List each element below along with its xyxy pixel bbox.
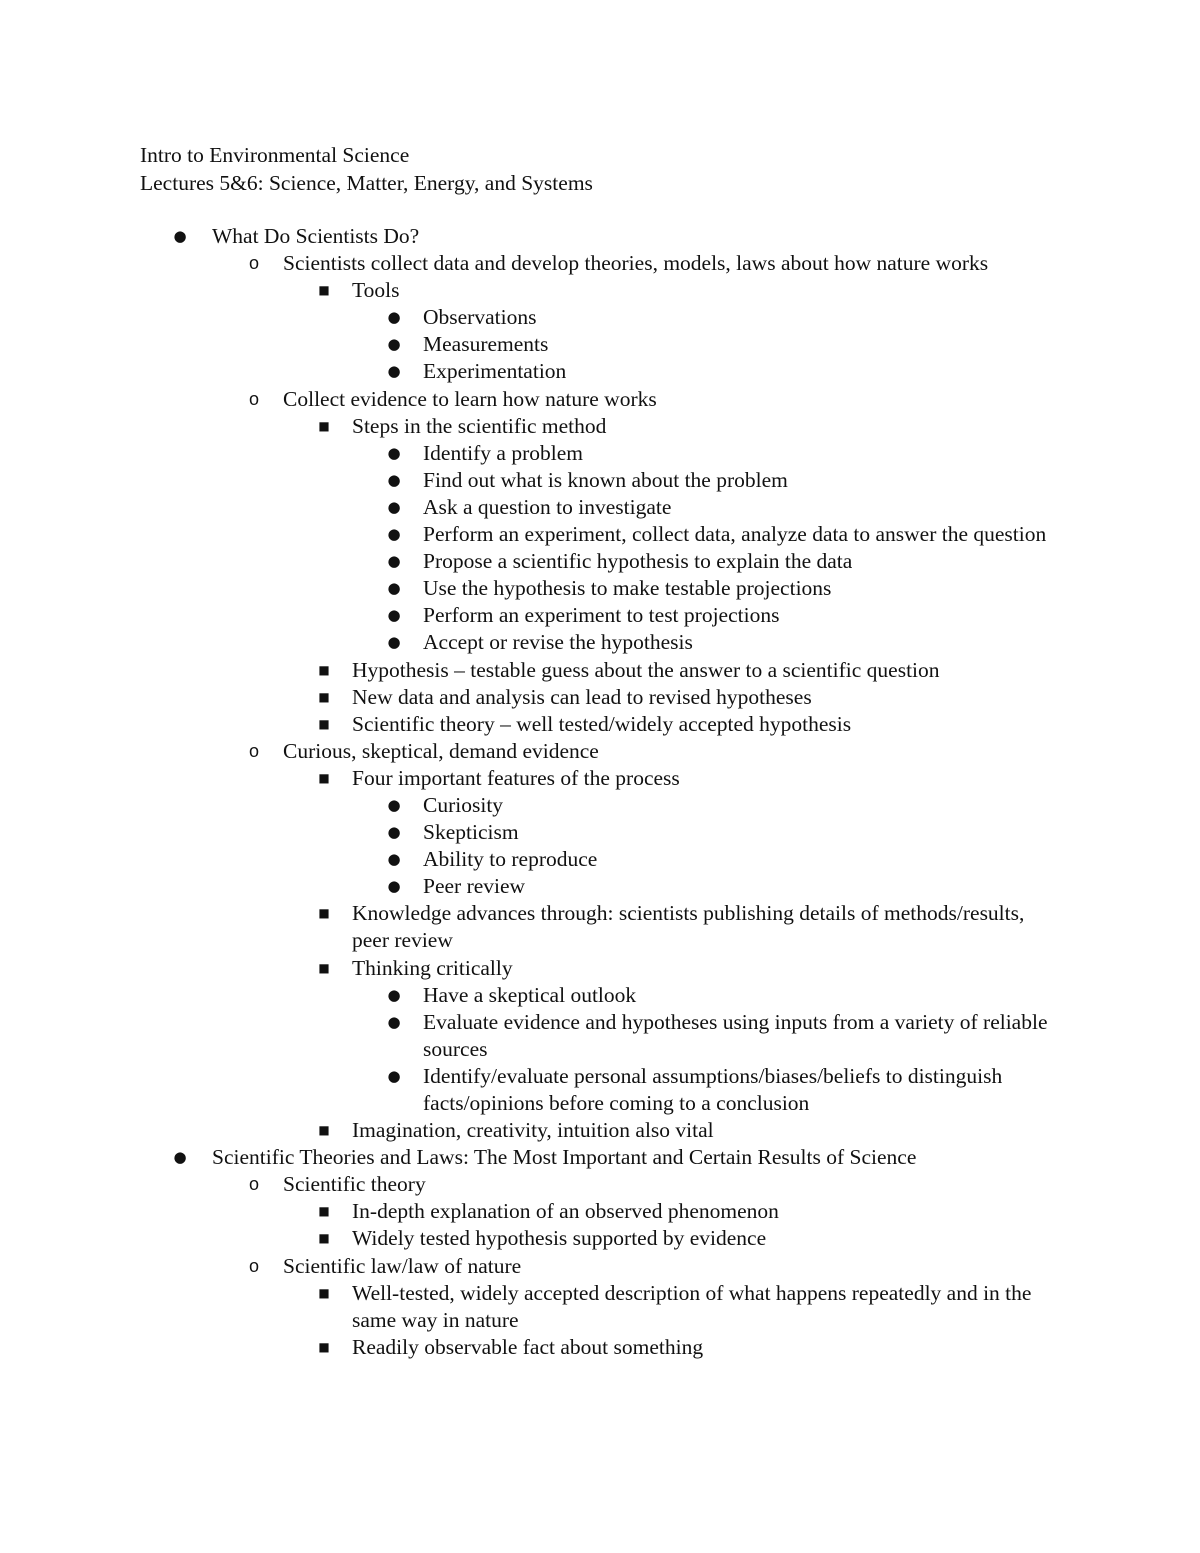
- bullet-marker: ■: [318, 1204, 330, 1219]
- bullet-marker: ●: [387, 525, 401, 544]
- outline-item-level-4: [0, 873, 1200, 900]
- outline-item-text: Use the hypothesis to make testable projections: [423, 576, 832, 601]
- outline-item-text: Widely tested hypothesis supported by evidence: [352, 1226, 767, 1251]
- bullet-marker: o: [248, 388, 259, 409]
- outline-item-level-4: [0, 575, 1200, 602]
- outline-item-text: Scientific law/law of nature: [283, 1253, 522, 1278]
- outline-item-text: Measurements: [423, 332, 549, 357]
- bullet-marker: ●: [387, 795, 401, 814]
- outline-item-text: Readily observable fact about something: [352, 1334, 704, 1359]
- bullet-marker: ●: [387, 1012, 401, 1031]
- outline-item-level-4: [0, 819, 1200, 846]
- bullet-marker: ●: [387, 497, 401, 516]
- outline-item-level-4: [0, 521, 1200, 548]
- outline-item-level-4: [0, 1009, 1200, 1063]
- outline-item-level-4: [0, 792, 1200, 819]
- outline-item-level-3: [0, 711, 1200, 738]
- outline-item-text: Identify a problem: [423, 440, 584, 465]
- bullet-marker: o: [248, 740, 259, 761]
- outline-item-text: Well-tested, widely accepted description of what happens repeatedly and in the same way in nature: [352, 1280, 1032, 1332]
- outline-item-level-3: [0, 1198, 1200, 1225]
- outline-item-text: What Do Scientists Do?: [212, 224, 420, 248]
- bullet-marker: ●: [387, 985, 401, 1004]
- outline-item-text: Scientific Theories and Laws: The Most Important and Certain Results of Science: [212, 1145, 917, 1170]
- outline-item-text: Have a skeptical outlook: [423, 982, 637, 1007]
- outline-item-level-3: [0, 1225, 1200, 1252]
- outline-item-text: Propose a scientific hypothesis to explain the data: [423, 549, 853, 574]
- bullet-marker: ■: [318, 1339, 330, 1354]
- document-header: [140, 142, 593, 197]
- outline-item-text: Scientific theory: [283, 1172, 426, 1197]
- outline-item-text: Scientific theory – well tested/widely accepted hypothesis: [352, 711, 852, 736]
- outline-item-level-3: [0, 1280, 1200, 1334]
- bullet-marker: o: [248, 1255, 259, 1276]
- bullet-marker: ■: [318, 283, 330, 298]
- bullet-marker: ●: [387, 552, 401, 571]
- outline-item-level-4: [0, 494, 1200, 521]
- outline-item-text: Tools: [352, 278, 400, 303]
- bullet-marker: ●: [387, 470, 401, 489]
- bullet-marker: ■: [318, 689, 330, 704]
- document-title: Intro to Environmental Science: [140, 143, 410, 167]
- outline-item-text: Ask a question to investigate: [423, 494, 672, 519]
- outline-item-level-4: [0, 467, 1200, 494]
- bullet-marker: ■: [318, 1285, 330, 1300]
- bullet-marker: ●: [387, 633, 401, 652]
- outline-item-text: Four important features of the process: [352, 765, 680, 790]
- outline-item-text: Identify/evaluate personal assumptions/biases/beliefs to distinguish facts/opinions before coming to a conclusion: [423, 1063, 1003, 1115]
- outline-item-level-4: [0, 602, 1200, 629]
- bullet-marker: ●: [173, 1148, 187, 1167]
- bullet-marker: ●: [173, 227, 187, 245]
- outline-item-text: Perform an experiment to test projections: [423, 603, 780, 628]
- outline-item-level-2: [0, 1253, 1200, 1280]
- bullet-marker: ■: [318, 662, 330, 677]
- outline-item-level-3: [0, 413, 1200, 440]
- outline-item-level-4: [0, 304, 1200, 331]
- bullet-marker: o: [248, 1174, 259, 1195]
- outline-item-level-3: [0, 900, 1200, 954]
- bullet-marker: ■: [318, 1123, 330, 1138]
- bullet-marker: ●: [387, 443, 401, 462]
- bullet-marker: ■: [318, 418, 330, 433]
- outline-item-level-3: [0, 1334, 1200, 1361]
- outline-item-text: Accept or revise the hypothesis: [423, 630, 693, 655]
- outline-item-level-2: [0, 1171, 1200, 1198]
- outline-item-text: New data and analysis can lead to revised hypotheses: [352, 684, 812, 709]
- outline-item-text: Hypothesis – testable guess about the answer to a scientific question: [352, 657, 940, 682]
- outline-item-text: Ability to reproduce: [423, 847, 598, 872]
- outline-item-text: Skepticism: [423, 820, 519, 845]
- notes-outline: [0, 223, 1200, 1361]
- outline-item-level-1: [0, 223, 1200, 250]
- outline-item-text: Evaluate evidence and hypotheses using inputs from a variety of reliable sources: [423, 1009, 1048, 1061]
- outline-item-level-2: [0, 738, 1200, 765]
- bullet-marker: ■: [318, 906, 330, 921]
- bullet-marker: o: [248, 253, 259, 274]
- outline-item-text: Experimentation: [423, 359, 567, 384]
- outline-item-text: Peer review: [423, 874, 526, 899]
- bullet-marker: ■: [318, 1231, 330, 1246]
- outline-item-text: Collect evidence to learn how nature works: [283, 386, 657, 411]
- bullet-marker: ●: [387, 877, 401, 896]
- outline-item-text: Curiosity: [423, 792, 504, 817]
- bullet-marker: ●: [387, 579, 401, 598]
- outline-item-level-4: [0, 331, 1200, 358]
- outline-item-text: Steps in the scientific method: [352, 413, 607, 438]
- outline-item-level-2: [0, 250, 1200, 277]
- bullet-marker: ●: [387, 850, 401, 869]
- outline-item-level-3: [0, 955, 1200, 982]
- bullet-marker: ■: [318, 960, 330, 975]
- bullet-marker: ●: [387, 823, 401, 842]
- outline-item-text: Curious, skeptical, demand evidence: [283, 738, 599, 763]
- bullet-marker: ●: [387, 1066, 401, 1085]
- bullet-marker: ●: [387, 335, 401, 354]
- outline-item-level-4: [0, 982, 1200, 1009]
- outline-item-level-3: [0, 684, 1200, 711]
- outline-item-level-4: [0, 440, 1200, 467]
- outline-item-text: Thinking critically: [352, 955, 513, 980]
- outline-item-level-4: [0, 358, 1200, 385]
- outline-item-text: Perform an experiment, collect data, analyze data to answer the question: [423, 522, 1047, 547]
- outline-item-level-4: [0, 629, 1200, 656]
- outline-item-level-3: [0, 1117, 1200, 1144]
- outline-item-level-3: [0, 657, 1200, 684]
- bullet-marker: ●: [387, 362, 401, 381]
- outline-item-text: Scientists collect data and develop theories, models, laws about how nature works: [283, 251, 989, 276]
- outline-item-level-4: [0, 548, 1200, 575]
- bullet-marker: ●: [387, 606, 401, 625]
- outline-item-text: Observations: [423, 305, 537, 330]
- bullet-marker: ■: [318, 716, 330, 731]
- outline-item-level-1: [0, 1144, 1200, 1171]
- outline-item-level-3: [0, 277, 1200, 304]
- outline-item-text: In-depth explanation of an observed phenomenon: [352, 1199, 779, 1224]
- bullet-marker: ●: [387, 308, 401, 327]
- outline-item-text: Find out what is known about the problem: [423, 467, 788, 492]
- outline-item-level-2: [0, 386, 1200, 413]
- outline-item-text: Knowledge advances through: scientists publishing details of methods/results, peer review: [352, 901, 1025, 953]
- document-subtitle: Lectures 5&6: Science, Matter, Energy, and Systems: [140, 170, 593, 195]
- outline-item-level-4: [0, 846, 1200, 873]
- bullet-marker: ■: [318, 770, 330, 785]
- outline-item-level-3: [0, 765, 1200, 792]
- outline-item-text: Imagination, creativity, intuition also vital: [352, 1118, 714, 1143]
- outline-item-level-4: [0, 1063, 1200, 1117]
